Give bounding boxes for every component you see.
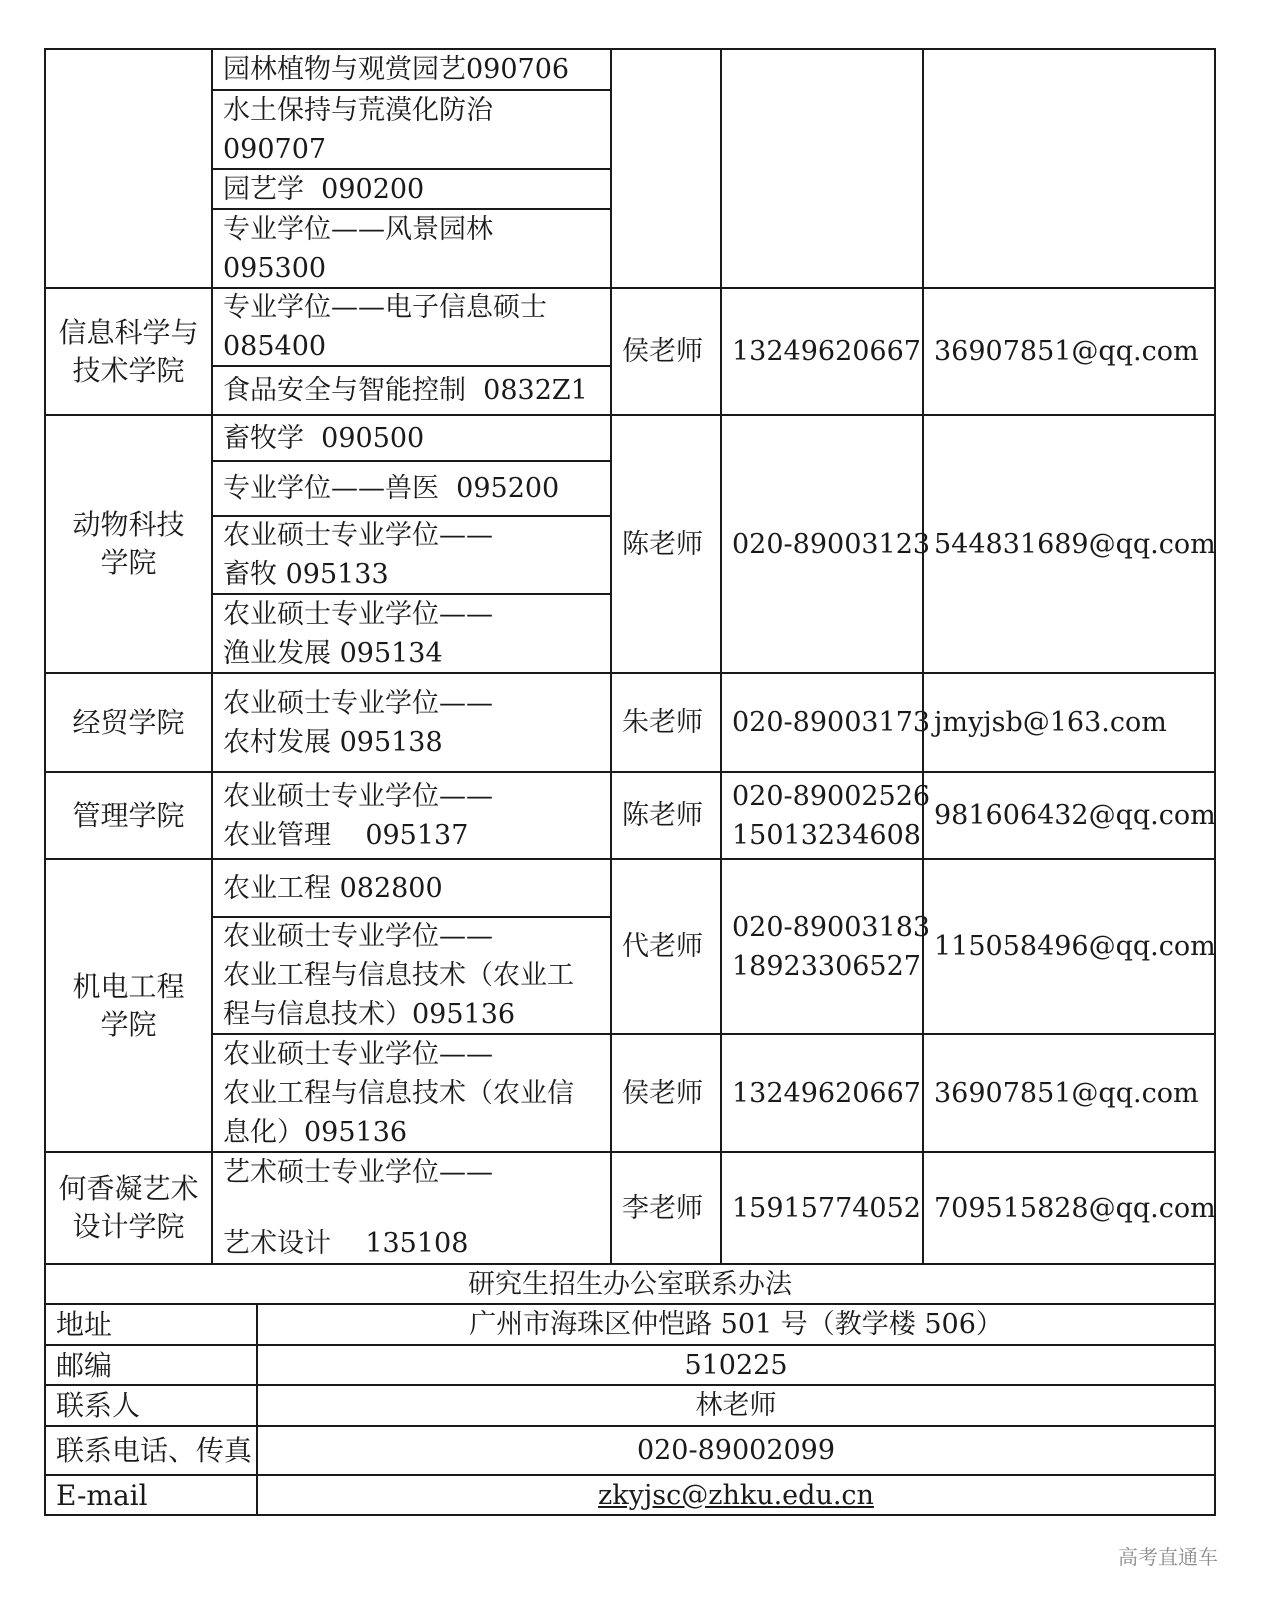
college-name: 管理学院 [72, 798, 185, 832]
major-cell: 专业学位——风景园林 095300 [223, 213, 493, 284]
email-address: 115058496@qq.com [934, 931, 1216, 962]
email-label: E-mail [56, 1478, 148, 1512]
email-address: 544831689@qq.com [934, 528, 1216, 560]
phone-fax-label: 联系电话、传真 [56, 1434, 253, 1467]
contact-person-label: 联系人 [56, 1389, 141, 1422]
email-address: 981606432@qq.com [934, 800, 1216, 831]
major-cell: 园艺学 090200 [223, 173, 425, 205]
teacher-name: 李老师 [622, 1192, 703, 1224]
phone-number: 020-89002526 15013234608 [732, 780, 931, 851]
college-name: 经贸学院 [72, 705, 185, 739]
watermark-text: 高考直通车 [1118, 1545, 1218, 1569]
email-address: jmyjsb@163.com [934, 707, 1167, 738]
major-cell: 畜牧学 090500 [223, 422, 425, 454]
email-address: 709515828@qq.com [934, 1192, 1216, 1224]
major-cell: 专业学位——电子信息硕士 085400 [223, 292, 547, 362]
phone-fax-value: 020-89002099 [636, 1435, 836, 1466]
major-cell: 专业学位——兽医 095200 [223, 473, 560, 504]
postcode-value: 510225 [684, 1349, 788, 1381]
phone-number: 13249620667 [732, 336, 921, 367]
major-cell: 农业硕士专业学位—— 渔业发展 095134 [223, 598, 493, 669]
major-cell: 农业硕士专业学位—— 农业工程与信息技术（农业信 息化）095136 [223, 1038, 574, 1148]
phone-number: 020-89003183 18923306527 [732, 911, 931, 982]
office-email-value[interactable] [258, 1476, 1214, 1514]
teacher-name: 侯老师 [622, 1077, 703, 1109]
address-value: 广州市海珠区仲恺路 501 号（教学楼 506） [469, 1309, 1003, 1340]
teacher-name: 陈老师 [622, 528, 703, 560]
phone-number: 13249620667 [732, 1077, 921, 1109]
major-cell: 农业硕士专业学位—— 畜牧 095133 [223, 520, 493, 590]
college-name: 机电工程 学院 [72, 969, 185, 1041]
major-cell: 食品安全与智能控制 0832Z1 [223, 375, 588, 406]
major-cell: 水土保持与荒漠化防治 090707 [223, 94, 493, 165]
college-name: 信息科学与 技术学院 [58, 315, 199, 387]
office-section-title: 研究生招生办公室联系办法 [468, 1268, 792, 1300]
major-cell: 农业硕士专业学位—— 农业工程与信息技术（农业工 程与信息技术）095136 [223, 921, 574, 1030]
postcode-label: 邮编 [56, 1348, 113, 1382]
address-label: 地址 [56, 1308, 113, 1341]
college-name: 动物科技 学院 [72, 508, 185, 579]
college-name: 何香凝艺术 设计学院 [58, 1172, 199, 1243]
major-cell: 农业硕士专业学位—— 农村发展 095138 [223, 687, 493, 758]
teacher-name: 代老师 [622, 931, 703, 962]
email-address: 36907851@qq.com [934, 336, 1199, 367]
teacher-name: 侯老师 [622, 336, 703, 367]
phone-number: 020-89003173 [732, 707, 931, 738]
contact-person-value: 林老师 [695, 1390, 777, 1421]
major-cell: 艺术硕士专业学位—— 艺术设计 135108 [223, 1157, 493, 1259]
major-cell: 农业工程 082800 [223, 872, 443, 904]
phone-number: 15915774052 [732, 1192, 921, 1224]
major-cell: 园林植物与观赏园艺090706 [223, 54, 570, 85]
major-cell: 农业硕士专业学位—— 农业管理 095137 [223, 780, 493, 851]
teacher-name: 陈老师 [622, 800, 703, 831]
email-address: 36907851@qq.com [934, 1077, 1199, 1109]
phone-number: 020-89003123 [732, 528, 931, 560]
teacher-name: 朱老师 [622, 707, 703, 738]
office-email-link[interactable]: zkyjsc@zhku.edu.cn [598, 1479, 874, 1511]
